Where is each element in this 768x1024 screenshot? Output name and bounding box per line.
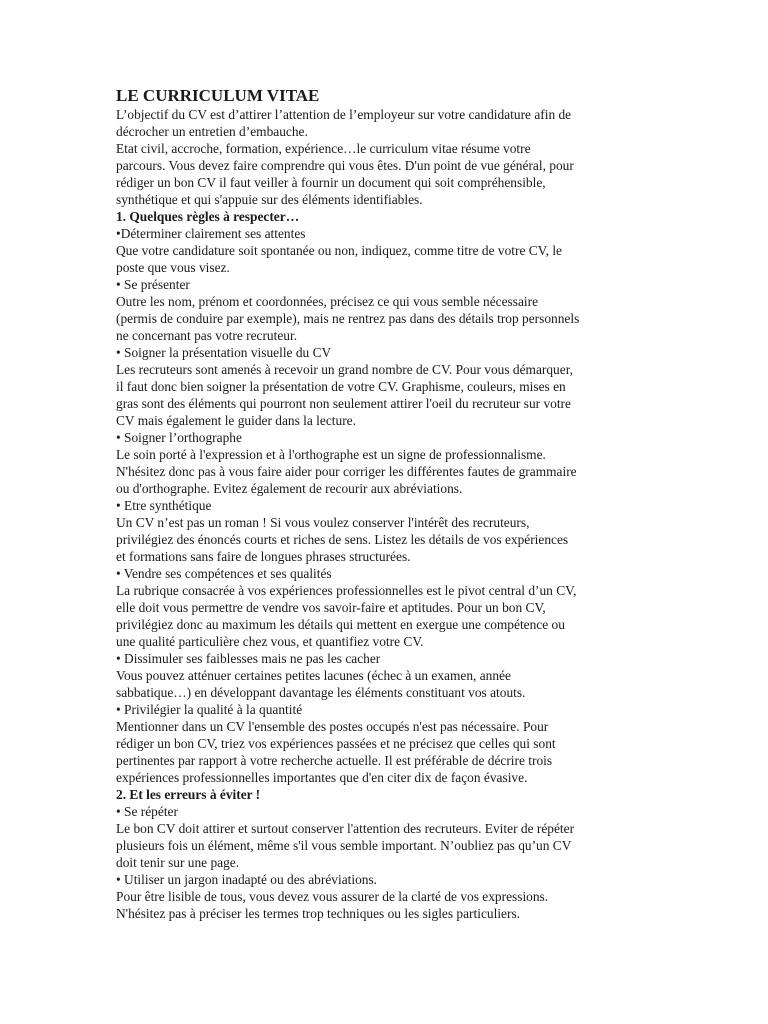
paragraph: Que votre candidature soit spontanée ou non, indiquez, comme titre de votre CV, le poste que vous visez. — [116, 243, 562, 275]
bullet-item: • Vendre ses compétences et ses qualités — [116, 566, 332, 581]
paragraph: Mentionner dans un CV l'ensemble des postes occupés n'est pas nécessaire. Pour rédiger un bon CV, triez vos expériences passées et ne précisez que celles qui sont pertinentes par rapport à votre recherche actuelle. Il est préférable de décrire trois expériences professionnelles importantes que d'en citer dix de façon évasive. — [116, 719, 556, 785]
paragraph: Le bon CV doit attirer et surtout conserver l'attention des recruteurs. Eviter de répéter plusieurs fois un élément, même s'il vous semble important. N’oubliez pas qu’un CV doit tenir sur une page. — [116, 821, 575, 870]
paragraph: Outre les nom, prénom et coordonnées, précisez ce qui vous semble nécessaire (permis de conduire par exemple), mais ne rentrez pas dans des détails trop personnels ne concernant pas votre recruteur. — [116, 294, 580, 343]
paragraph: Les recruteurs sont amenés à recevoir un grand nombre de CV. Pour vous démarquer, il faut donc bien soigner la présentation de votre CV. Graphisme, couleurs, mises en gras sont des éléments qui pourront non seulement attirer l'oeil du recruteur sur votre CV mais également le guider dans la lecture. — [116, 362, 573, 428]
bullet-item: • Se répéter — [116, 804, 178, 819]
document-title: LE CURRICULUM VITAE — [116, 86, 320, 105]
bullet-item: • Etre synthétique — [116, 498, 212, 513]
bullet-item: • Dissimuler ses faiblesses mais ne pas les cacher — [116, 651, 381, 666]
bullet-item: • Se présenter — [116, 277, 190, 292]
bullet-item: • Soigner la présentation visuelle du CV — [116, 345, 332, 360]
section-heading: 1. Quelques règles à respecter… — [116, 209, 300, 224]
bullet-item: • Privilégier la qualité à la quantité — [116, 702, 303, 717]
paragraph: Etat civil, accroche, formation, expérience…le curriculum vitae résume votre parcours. Vous devez faire comprendre qui vous êtes. D'un point de vue général, pour rédiger un bon CV il faut veiller à fournir un document qui soit compréhensible, synthétique et qui s'appuie sur des éléments identifiables. — [116, 141, 574, 207]
paragraph: Le soin porté à l'expression et à l'orthographe est un signe de professionnalisme. N'hésitez donc pas à vous faire aider pour corriger les différentes fautes de grammaire ou d'orthographe. Evitez également de recourir aux abréviations. — [116, 447, 577, 496]
paragraph: Pour être lisible de tous, vous devez vous assurer de la clarté de vos expressions. N'hésitez pas à préciser les termes trop techniques ou les sigles particuliers. — [116, 889, 549, 921]
bullet-item: • Utiliser un jargon inadapté ou des abréviations. — [116, 872, 378, 887]
paragraph: La rubrique consacrée à vos expériences professionnelles est le pivot central d’un CV, elle doit vous permettre de vendre vos savoir-faire et aptitudes. Pour un bon CV, privilégiez donc au maximum les détails qui mettent en exergue une compétence ou une qualité particulière chez vous, et quantifiez votre CV. — [116, 583, 577, 649]
document-body — [116, 106, 656, 922]
paragraph: Vous pouvez atténuer certaines petites lacunes (échec à un examen, année sabbatique…) en développant davantage les éléments constituant vos atouts. — [116, 668, 526, 700]
paragraph: Un CV n’est pas un roman ! Si vous voulez conserver l'intérêt des recruteurs, privilégiez des énoncés courts et riches de sens. Listez les détails de vos expériences et formations sans faire de longues phrases structurées. — [116, 515, 569, 564]
document-page — [116, 86, 656, 922]
bullet-item: • Soigner l’orthographe — [116, 430, 242, 445]
section-heading: 2. Et les erreurs à éviter ! — [116, 787, 261, 802]
bullet-item: •Déterminer clairement ses attentes — [116, 226, 306, 241]
paragraph: L’objectif du CV est d’attirer l’attention de l’employeur sur votre candidature afin de décrocher un entretien d’embauche. — [116, 107, 572, 139]
